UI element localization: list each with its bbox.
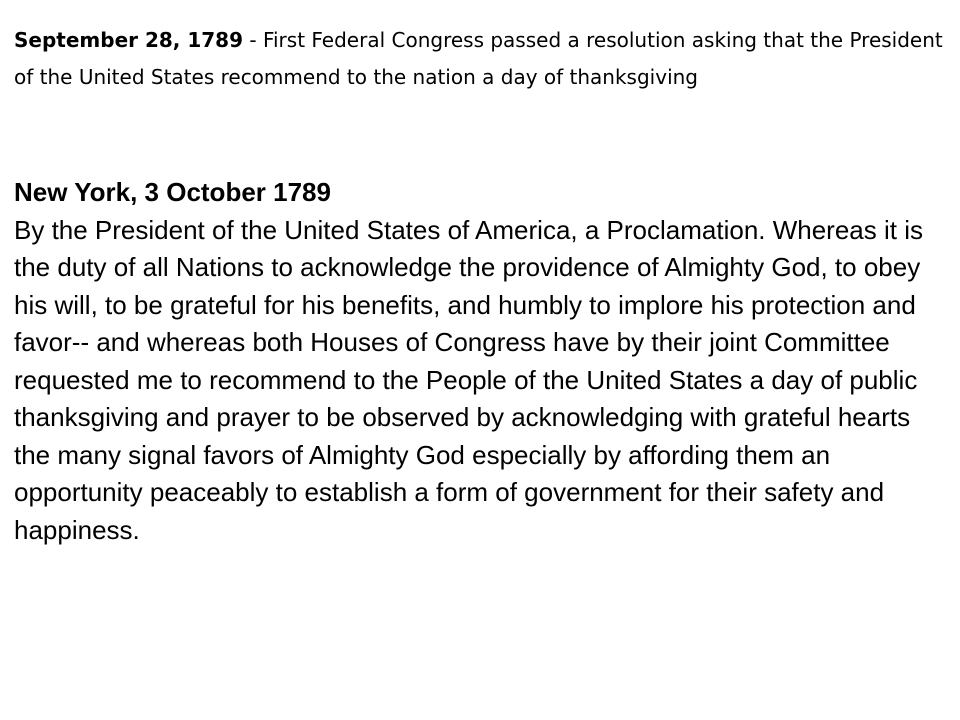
intro-date: September 28, 1789	[14, 28, 244, 52]
intro-text: - First Federal Congress passed a resolution asking that the President of the United States recommend to the nation a day of thanksgiving	[14, 28, 943, 89]
intro-paragraph	[14, 22, 944, 96]
proclamation-paragraph	[14, 174, 949, 549]
proclamation-body: By the President of the United States of America, a Proclamation. Whereas it is the duty of all Nations to acknowledge the providence of Almighty God, to obey his will, to be grateful for his benefits, and humbly to implore his protection and favor-- and whereas both Houses of Congress have by their joint Committee requested me to recommend to the People of the United States a day of public thanksgiving and prayer to be observed by acknowledging with grateful hearts the many signal favors of Almighty God especially by affording them an opportunity peaceably to establish a form of government for their safety and happiness.	[14, 214, 923, 545]
proclamation-heading: New York, 3 October 1789	[14, 177, 331, 207]
